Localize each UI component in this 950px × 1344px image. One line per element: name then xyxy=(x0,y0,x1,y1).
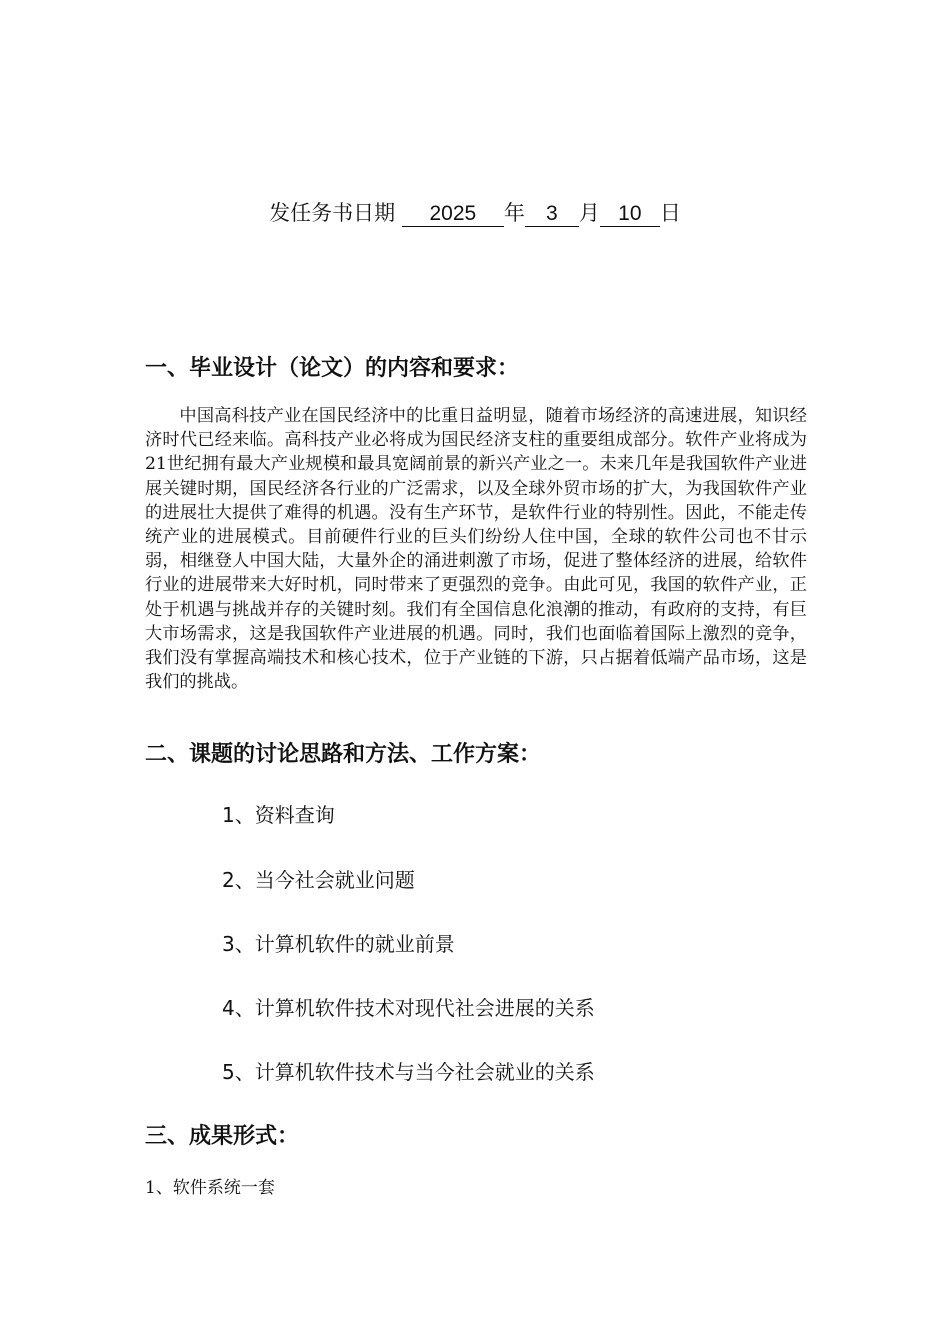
section-heading-deliverables: 三、成果形式： xyxy=(145,1124,300,1149)
plan-list-item: 3、计算机软件的就业前景 xyxy=(222,932,455,956)
section-heading-research-plan: 二、课题的讨论思路和方法、工作方案： xyxy=(145,742,542,767)
plan-list-item: 5、计算机软件技术与当今社会就业的关系 xyxy=(222,1060,595,1084)
assignment-day-field: 10 xyxy=(600,202,660,227)
assignment-month-field: 3 xyxy=(525,202,579,227)
plan-list-item: 1、资料查询 xyxy=(222,803,335,827)
content-requirements-paragraph: 中国高科技产业在国民经济中的比重日益明显，随着市场经济的高速进展，知识经济时代已经来临。高科技产业必将成为国民经济支柱的重要组成部分。软件产业将成为21世纪拥有最大产业规模和最具宽阔前景的新兴产业之一。未来几年是我国软件产业进展关键时期，国民经济各行业的广泛需求，以及全球外贸市场的扩大，为我国软件产业的进展壮大提供了难得的机遇。没有生产环节，是软件行业的特别性。因此，不能走传统产业的进展模式。目前硬件行业的巨头们纷纷人住中国，全球的软件公司也不甘示弱，相继登人中国大陆，大量外企的涌进刺激了市场，促进了整体经济的进展，给软件行业的进展带来大好时机，同时带来了更强烈的竞争。由此可见，我国的软件产业，正处于机遇与挑战并存的关键时刻。我们有全国信息化浪潮的推动，有政府的支持，有巨大市场需求，这是我国软件产业进展的机遇。同时，我们也面临着国际上激烈的竞争，我们没有掌握高端技术和核心技术，位于产业链的下游，只占据着低端产品市场，这是我们的挑战。 xyxy=(145,406,807,693)
assignment-date-label: 发任务书日期 xyxy=(269,201,396,225)
assignment-year-field: 2025 xyxy=(402,202,504,227)
plan-list-item: 2、当今社会就业问题 xyxy=(222,868,415,892)
year-unit: 年 xyxy=(503,201,525,225)
month-unit: 月 xyxy=(578,201,600,225)
plan-list-item: 4、计算机软件技术对现代社会进展的关系 xyxy=(222,996,595,1020)
section-heading-content-requirements: 一、毕业设计（论文）的内容和要求： xyxy=(145,356,520,381)
assignment-date-line xyxy=(0,198,950,228)
day-unit: 日 xyxy=(659,201,681,225)
deliverable-list-item: 1、软件系统一套 xyxy=(145,1178,275,1198)
